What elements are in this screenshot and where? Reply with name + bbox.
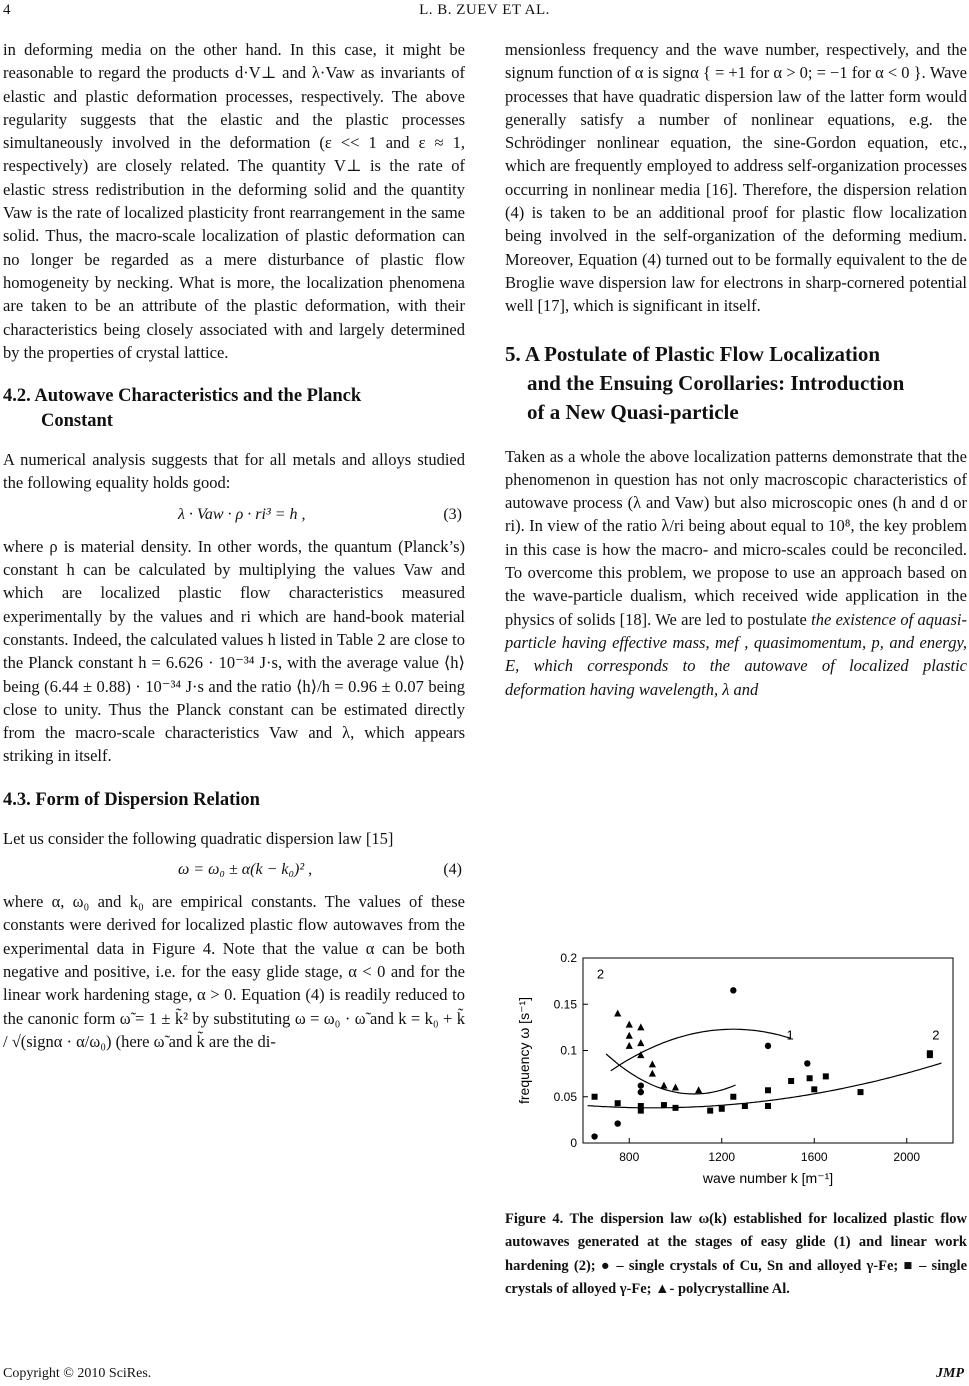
data-point-triangle: [637, 1023, 644, 1030]
curve-label: 2: [596, 966, 605, 982]
page-number: 4: [3, 2, 11, 18]
data-point-square: [811, 1086, 817, 1092]
copyright: Copyright © 2010 SciRes.: [3, 1366, 152, 1381]
data-point-square: [661, 1102, 667, 1108]
data-point-circle: [804, 1060, 810, 1066]
journal-abbrev: JMP: [936, 1366, 964, 1381]
data-point-square: [765, 1087, 771, 1093]
heading-line: 4.2. Autowave Characteristics and the Planck: [3, 386, 362, 407]
data-point-circle: [765, 1043, 771, 1049]
x-tick-label: 2000: [893, 1150, 921, 1164]
plot-frame: [583, 958, 953, 1143]
section-heading-4-2: [3, 384, 465, 434]
data-point-square: [788, 1078, 794, 1084]
curve-label: 1: [786, 1027, 794, 1043]
data-point-square: [707, 1108, 713, 1114]
data-point-triangle: [626, 1032, 633, 1039]
data-point-square: [823, 1073, 829, 1079]
page-header: [0, 0, 969, 24]
dispersion-chart: [505, 948, 967, 1218]
y-tick-label: 0.05: [553, 1089, 577, 1104]
equation-number: (4): [443, 861, 462, 879]
data-point-square: [807, 1075, 813, 1081]
y-tick-label: 0.1: [560, 1043, 577, 1058]
paragraph: in deforming media on the other hand. In this case, it might be reasonable to regard the products d·V⊥ and λ·Vaw as invariants of elastic and plastic deformation processes, respectively. The above regularity suggests that the elastic and the plastic processes simultaneously involved in the deformation (ε << 1 and ε ≈ 1, respectively) are closely related. The quantity V⊥ is the rate of elastic stress redistribution in the deforming solid and the quantity Vaw is the rate of localized plasticity front rearrangement in the same solid. Thus, the macro-scale localization of plastic deformation can no longer be regarded as a mere disturbance of plastic flow homogeneity by necking. What is more, the localization phenomena are taken to be an attribute of the plastic deformation, with their characteristics being closely associated with and largely determined by the properties of crystal lattice.: [3, 40, 465, 362]
data-point-square: [927, 1052, 933, 1058]
data-point-triangle: [637, 1039, 644, 1046]
figure-4: [505, 948, 967, 1218]
heading-line: Constant: [41, 411, 113, 432]
equation-number: (3): [443, 505, 462, 523]
running-head-authors: L. B. ZUEV ET AL.: [419, 2, 550, 18]
data-point-square: [592, 1094, 598, 1100]
equation-body: ω = ω₀ ± α(k − k₀)² ,: [178, 861, 313, 879]
data-point-triangle: [626, 1042, 633, 1049]
paragraph: mensionless frequency and the wave number, respectively, and the signum function of α is signα { = +1 for α > 0; = −1 for α < 0 }. Wave processes that have quadratic dispersion law of the latter form would generally satisfy a number of nonlinear equations, e.g. the Schrödinger nonlinear equation, the sine-Gordon equation, etc., which are frequently employed to address self-organization processes occurring in nonlinear media [16]. Therefore, the dispersion relation (4) is taken to be an additional proof for plastic flow localization being involved in the self-organization of the deforming medium. Moreover, Equation (4) turned out to be formally equivalent to the de Broglie wave dispersion law for electrons in sharp-cornered potential well [17], which is significant in itself.: [505, 40, 967, 316]
data-point-square: [615, 1100, 621, 1106]
data-point-triangle: [672, 1084, 679, 1091]
data-point-triangle: [614, 1010, 621, 1017]
y-tick-label: 0: [570, 1136, 577, 1150]
x-axis-label: wave number k [m⁻¹]: [702, 1170, 834, 1186]
data-point-triangle: [660, 1082, 667, 1089]
paragraph: Let us consider the following quadratic dispersion law [15]: [3, 828, 394, 848]
data-point-square: [742, 1103, 748, 1109]
section-heading-4-3: 4.3. Form of Dispersion Relation: [3, 789, 260, 810]
page-footer: [0, 1366, 969, 1386]
paragraph: where ρ is material density. In other words, the quantum (Planck’s) constant h can be calculated by multiplying the values Vaw and which are localized plastic flow characteristics measured experimentally by the values and ri which are hand-book material constants. Indeed, the calculated values h listed in Table 2 are close to the Planck constant h = 6.626 · 10⁻³⁴ J·s, with the average value ⟨h⟩ being (6.44 ± 0.88) · 10⁻³⁴ J·s and the ratio ⟨h⟩/h = 0.96 ± 0.07 being close to unity. Thus the Planck constant can be estimated directly from the macro-scale characteristics Vaw and λ, which appears striking in itself.: [3, 536, 465, 766]
data-point-square: [673, 1105, 679, 1111]
data-point-square: [858, 1089, 864, 1095]
data-point-square: [719, 1106, 725, 1112]
equation-body: λ · Vaw · ρ · ri³ = h ,: [178, 505, 306, 523]
x-tick-label: 800: [619, 1150, 640, 1164]
data-point-square: [730, 1094, 736, 1100]
paragraph-text: Taken as a whole the above localization patterns demonstrate that the phenomenon in question has not only macroscopic characteristics of autowave process (λ and Vaw) but also microscopic ones (h and d or ri). In view of the ratio λ/ri being about equal to 10⁸, the key problem in this case is how the macro- and micro-scales could be reconciled. To overcome this problem, we propose to use an approach based on the wave-particle dualism, which received wide application in the physics of solids [18]. We are led to postulate: [505, 446, 967, 629]
dispersion-curve-2-left: [606, 1054, 736, 1094]
right-column: [505, 38, 967, 701]
data-point-square: [765, 1103, 771, 1109]
section-heading-5: [505, 340, 967, 427]
paragraph: [505, 445, 967, 701]
x-tick-label: 1200: [708, 1150, 736, 1164]
paragraph: A numerical analysis suggests that for all metals and alloys studied the following equality holds good:: [3, 450, 465, 493]
data-point-triangle: [649, 1060, 656, 1067]
data-point-triangle: [626, 1021, 633, 1028]
equation-3: [3, 495, 465, 535]
curve-label: 2: [932, 1027, 940, 1043]
data-point-circle: [638, 1082, 644, 1088]
data-point-triangle: [695, 1086, 702, 1093]
figure-caption: Figure 4. The dispersion law ω(k) established for localized plastic flow autowaves generated at the stages of easy glide (1) and linear work hardening (2); ● – single crystals of Cu, Sn and alloyed γ-Fe; ■ – single crystals of alloyed γ-Fe; ▲- polycrystalline Al.: [505, 1211, 967, 1297]
data-point-triangle: [649, 1070, 656, 1077]
left-column: [3, 38, 465, 1053]
dispersion-curve-1: [611, 1029, 791, 1071]
heading-line: of a New Quasi-particle: [527, 399, 739, 424]
data-point-square: [638, 1103, 644, 1109]
equation-4: [3, 850, 465, 890]
y-axis-label: frequency ω [s⁻¹]: [516, 996, 532, 1105]
data-point-circle: [730, 987, 736, 993]
data-point-circle: [638, 1089, 644, 1095]
data-point-circle: [614, 1120, 620, 1126]
heading-line: 5. A Postulate of Plastic Flow Localization: [505, 341, 881, 366]
paragraph: where α, ω₀ and k₀ are empirical constants. The values of these constants were derived for localized plastic flow autowaves from the experimental data in Figure 4. Note that the value α can be both negative and positive, i.e. for the easy glide stage, α < 0 and for the linear work hardening stage, α > 0. Equation (4) is readily reduced to the canonic form ω̃ = 1 ± k̃² by substituting ω = ω₀ · ω̃ and k = k₀ + k̃ / √(signα · α/ω₀) (here ω̃ and k̃ are the di-: [3, 892, 465, 1051]
y-tick-label: 0.15: [553, 997, 577, 1012]
data-point-circle: [591, 1133, 597, 1139]
heading-line: and the Ensuing Corollaries: Introduction: [527, 370, 905, 395]
y-tick-label: 0.2: [560, 951, 577, 965]
postulate-italic: the existence of aquasi-particle having effective mass, mef , quasimomentum, p, and energy, E, which corresponds to the autowave of localized plastic deformation having wavelength, λ and: [505, 609, 967, 699]
x-tick-label: 1600: [800, 1150, 828, 1164]
